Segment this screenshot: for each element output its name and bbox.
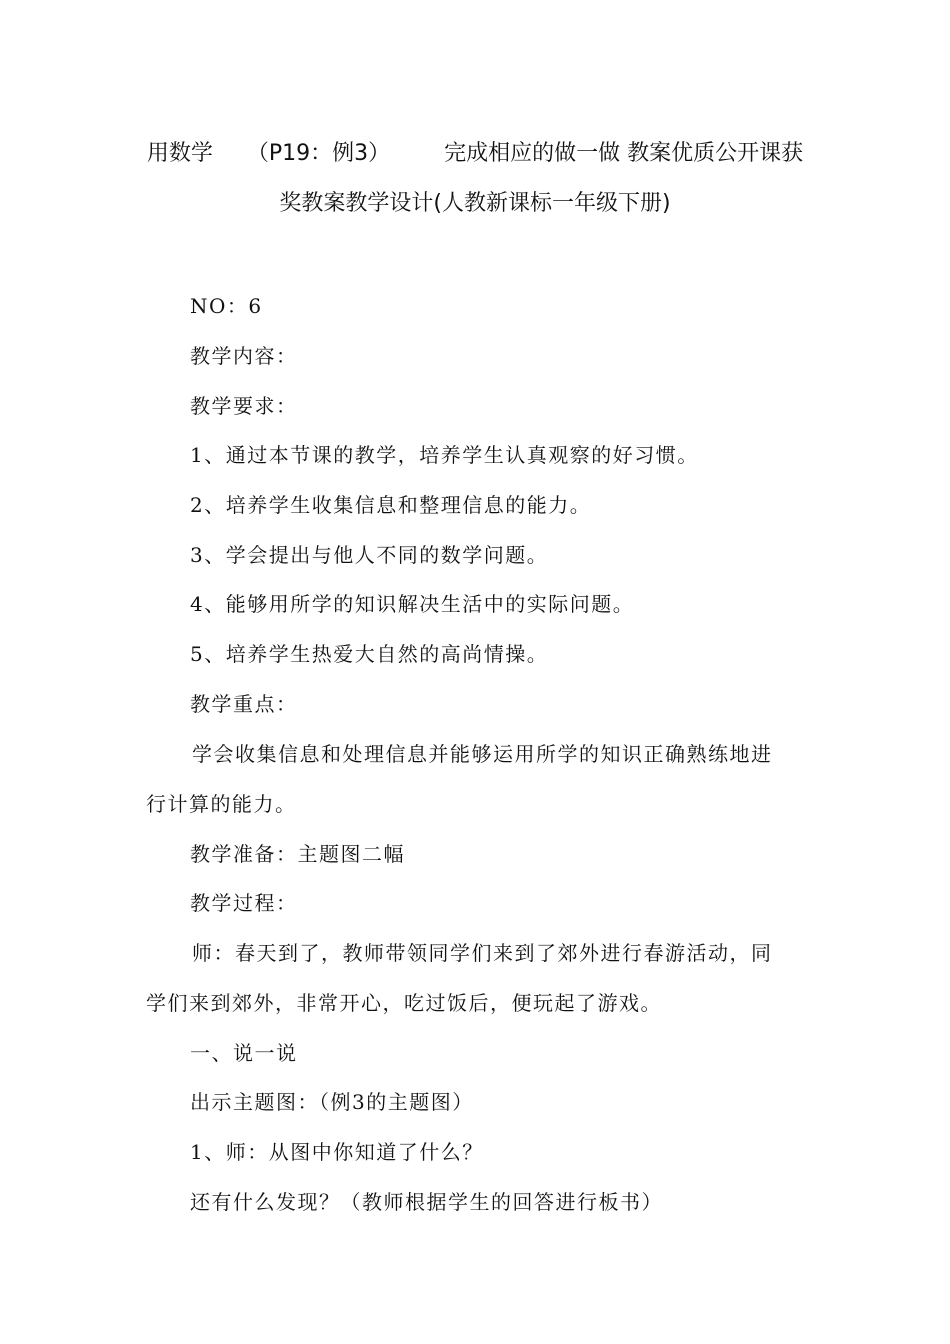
show-theme-picture-line: 出示主题图：（例3的主题图） bbox=[190, 1090, 474, 1114]
follow-up-question-line: 还有什么发现？（教师根据学生的回答进行板书） bbox=[190, 1190, 663, 1214]
section-heading-content: 教学内容： bbox=[190, 344, 298, 368]
document-title-line-2: 奖教案教学设计(人教新课标一年级下册) bbox=[279, 191, 671, 216]
key-points-text-line-2: 行计算的能力。 bbox=[146, 792, 297, 816]
title-segment-2: （P19：例3） bbox=[246, 141, 391, 166]
document-title-line-1 bbox=[140, 136, 810, 167]
requirement-item: 2、培养学生收集信息和整理信息的能力。 bbox=[190, 493, 592, 517]
section-heading-key-points: 教学重点： bbox=[190, 692, 298, 716]
section-heading-process: 教学过程： bbox=[190, 891, 298, 915]
document-number: NO：6 bbox=[190, 294, 263, 318]
teacher-question-line: 1、师：从图中你知道了什么？ bbox=[190, 1140, 484, 1164]
teacher-intro-line-2: 学们来到郊外，非常开心，吃过饭后，便玩起了游戏。 bbox=[146, 991, 662, 1015]
requirement-item: 4、能够用所学的知识解决生活中的实际问题。 bbox=[190, 592, 635, 616]
requirement-item: 1、通过本节课的教学，培养学生认真观察的好习惯。 bbox=[190, 443, 699, 467]
key-points-text-line-1: 学会收集信息和处理信息并能够运用所学的知识正确熟练地进 bbox=[192, 742, 773, 766]
requirement-item: 3、学会提出与他人不同的数学问题。 bbox=[190, 543, 549, 567]
section-heading-preparation: 教学准备：主题图二幅 bbox=[190, 842, 405, 866]
requirement-item: 5、培养学生热爱大自然的高尚情操。 bbox=[190, 642, 549, 666]
teacher-intro-line-1: 师：春天到了，教师带领同学们来到了郊外进行春游活动，同 bbox=[192, 941, 773, 965]
step-heading-say: 一、说一说 bbox=[190, 1041, 298, 1065]
section-heading-requirements: 教学要求： bbox=[190, 394, 298, 418]
title-segment-3: 完成相应的做一做 教案优质公开课获 bbox=[444, 141, 804, 166]
title-segment-1: 用数学 bbox=[146, 141, 213, 166]
